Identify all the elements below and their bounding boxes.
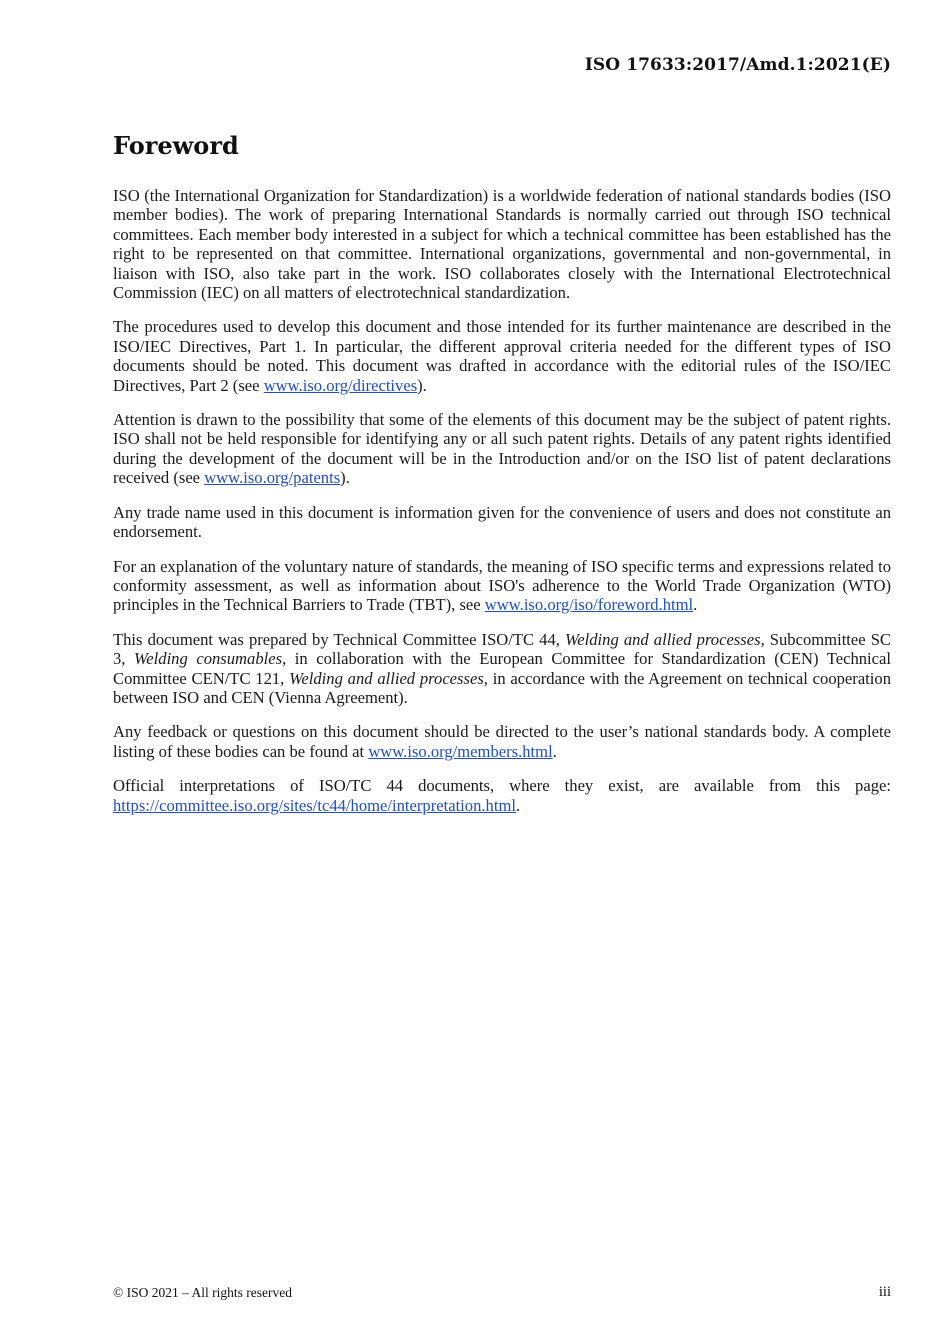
interpretation-link[interactable]: https://committee.iso.org/sites/tc44/home/interpretation.html (113, 795, 516, 815)
page-title: Foreword (113, 131, 239, 160)
foreword-link[interactable]: www.iso.org/iso/foreword.html (484, 595, 694, 615)
directives-link[interactable]: www.iso.org/directives (263, 375, 418, 395)
paragraph-prepared-by: This document was prepared by Technical Committee ISO/TC 44, Welding and allied processes, Subcommittee SC 3, Welding consumables, in collaboration with the European Committee for Standardization (CEN) Technical Committee CEN/TC 121, Welding and allied processes, in accordance with the Agreement on technical cooperation between ISO and CEN (Vienna Agreement). (113, 629, 892, 707)
paragraph-procedures: The procedures used to develop this document and those intended for its further maintenance are described in the ISO/IEC Directives, Part 1. In particular, the different approval criteria needed for the different types of ISO documents should be noted. This document was drafted in accordance with the editorial rules of the ISO/IEC Directives, Part 2 (see www.iso.org/directives). (113, 317, 891, 395)
paragraph-iso-overview: ISO (the International Organization for Standardization) is a worldwide federation of national standards bodies (ISO member bodies). The work of preparing International Standards is normally carried out through ISO technical committees. Each member body interested in a subject for which a technical committee has been established has the right to be represented on that committee. International organizations, governmental and non-governmental, in liaison with ISO, also take part in the work. ISO collaborates closely with the International Electrotechnical Commission (IEC) on all matters of electrotechnical standardization. (113, 186, 891, 303)
document-identifier: ISO 17633:2017/Amd.1:2021(E) (584, 55, 891, 75)
paragraph-patents: Attention is drawn to the possibility that some of the elements of this document may be the subject of patent rights. ISO shall not be held responsible for identifying any or all such patent rights. Details of any patent rights identified during the development of the document will be in the Introduction and/or on the ISO list of patent declarations received (see www.iso.org/patents). (113, 410, 891, 488)
page-number: iii (878, 1284, 891, 1300)
paragraph-interpretations: Official interpretations of ISO/TC 44 documents, where they exist, are available from this page: https://committee.iso.org/sites/tc44/home/interpretation.html. (113, 776, 891, 815)
members-link[interactable]: www.iso.org/members.html (368, 741, 553, 761)
paragraph-feedback: Any feedback or questions on this document should be directed to the user’s national standards body. A complete listing of these bodies can be found at www.iso.org/members.html. (113, 722, 891, 761)
patents-link[interactable]: www.iso.org/patents (204, 468, 341, 488)
footer-copyright: © ISO 2021 – All rights reserved (113, 1285, 292, 1300)
paragraph-voluntary-nature: For an explanation of the voluntary nature of standards, the meaning of ISO specific terms and expressions related to conformity assessment, as well as information about ISO's adherence to the World Trade Organization (WTO) principles in the Technical Barriers to Trade (TBT), see www.iso.org/iso/foreword.html. (113, 556, 891, 615)
paragraph-trade-name: Any trade name used in this document is information given for the convenience of users and does not constitute an endorsement. (113, 502, 891, 542)
foreword-body (113, 186, 891, 830)
